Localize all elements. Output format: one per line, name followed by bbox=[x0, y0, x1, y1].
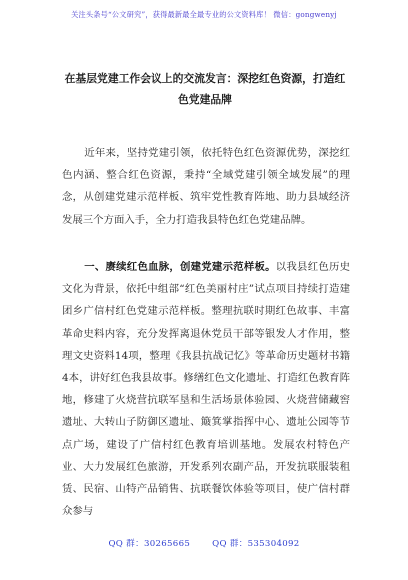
paragraph-section-one bbox=[62, 256, 350, 522]
footer-qq-right: QQ 群：535304092 bbox=[212, 539, 300, 549]
section-heading: 一、赓续红色血脉，创建党建示范样板。 bbox=[84, 261, 276, 273]
footer-contact bbox=[0, 537, 408, 549]
paragraph-text: 近年来，坚持党建引领，依托特色红色资源优势，深挖红色内涵、整合红色资源，秉持“全域党建引领全域发展”的理念，从创建党建示范样板、筑牢党性教育阵地、助力县域经济发展三个方面入手，全力打造我县特色红色党建品牌。 bbox=[62, 147, 350, 226]
document-title: 在基层党建工作会议上的交流发言：深挖红色资源，打造红色党建品牌 bbox=[64, 72, 346, 106]
footer-qq-left: QQ 群：30265665 bbox=[108, 539, 191, 549]
header-watermark: 关注头条号“公文研究”，获得最新最全最专业的公文资料库！ 微信：gongwenyj bbox=[71, 10, 337, 19]
paragraph-text: 以我县红色历史文化为背景，依托中组部“红色美丽村庄”试点项目持续打造建团乡广信村红色党建示范样板。整理抗联时期红色故事、丰富革命史料内容，充分发挥离退休党员干部等银发人才作用，整理文史资料14项，整理《我县抗战记忆》等革命历史题材书籍4本，讲好红色我县故事。修缮红色文化遗址、打造红色教育阵地，修建了火烧营抗联军垦和生活场景体验园、火烧营储藏窖遗址、大转山子防御区遗址、簸箕掌指挥中心、遗址公园等节点广场，建设了广信村红色教育培训基地。发展农村特色产业、大力发展红色旅游，开发系列农副产品，开发抗联服装租赁、民宿、山特产品销售、抗联餐饮体验等项目，使广信村群众参与 bbox=[62, 261, 351, 518]
paragraph-intro bbox=[62, 142, 350, 231]
